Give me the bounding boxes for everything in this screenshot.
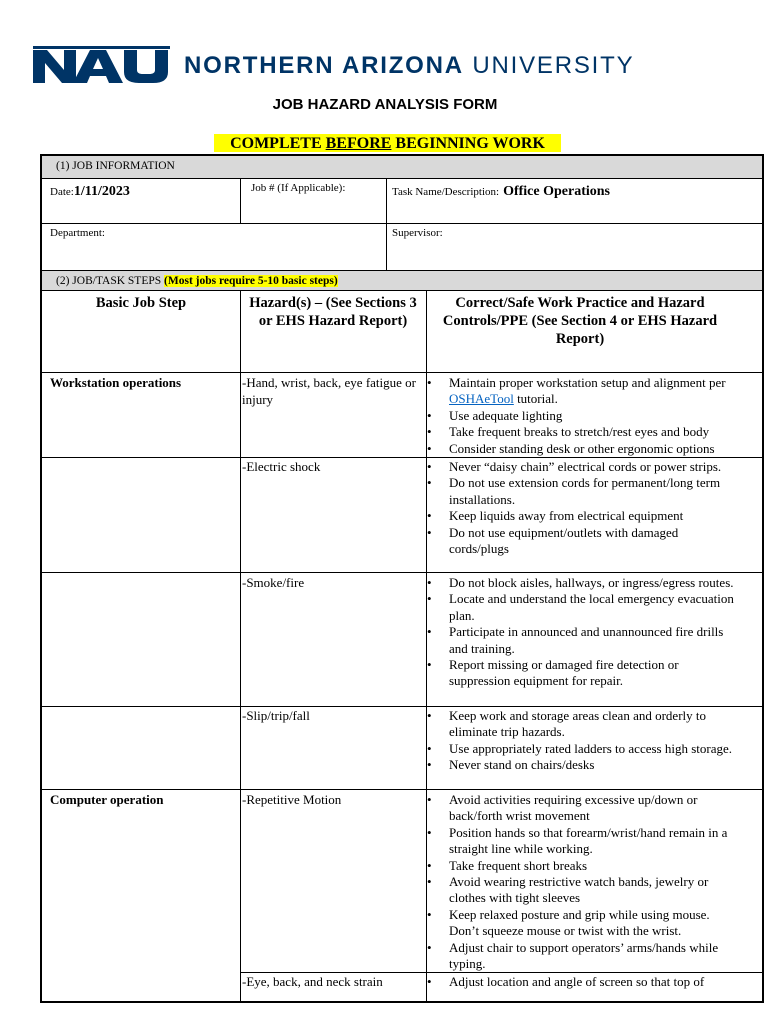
steps-note: (Most jobs require 5-10 basic steps): [164, 275, 338, 287]
department-label: Department:: [50, 227, 105, 239]
controls-list: [427, 375, 735, 457]
control-item: • Take frequent short breaks: [427, 858, 735, 874]
controls-list: [427, 792, 735, 972]
date-label: Date:: [50, 186, 74, 198]
control-item: • Keep relaxed posture and grip while using mouse. Don’t squeeze mouse or twist with the wrist.: [427, 907, 735, 940]
control-item: • Consider standing desk or other ergonomic options: [427, 441, 735, 457]
control-item: • Report missing or damaged fire detection or suppression equipment for repair.: [427, 657, 735, 690]
hazard-text: -Hand, wrist, back, eye fatigue or injury: [242, 375, 416, 407]
control-item: • Use adequate lighting: [427, 408, 735, 424]
hazard-text: -Smoke/fire: [242, 575, 305, 590]
hazard-text: -Repetitive Motion: [242, 792, 342, 807]
job-number-label: Job # (If Applicable):: [251, 182, 346, 194]
oshaetool-link[interactable]: OSHAeTool: [449, 391, 514, 407]
control-item: • Maintain proper workstation setup and alignment per OSHAeTool tutorial.: [427, 375, 735, 408]
date-field[interactable]: [50, 182, 130, 200]
task-name-value: Office Operations: [503, 184, 610, 199]
job-step-computer: Computer operation: [50, 792, 164, 807]
task-name-field[interactable]: [392, 182, 610, 200]
control-item: • Adjust chair to support operators’ arms/hands while typing.: [427, 940, 735, 973]
complete-before-banner: COMPLETE BEFORE BEGINNING WORK: [214, 134, 561, 152]
control-item: • Keep liquids away from electrical equipment: [427, 508, 735, 524]
controls-list: [427, 974, 735, 990]
control-item: • Adjust location and angle of screen so that top of: [427, 974, 735, 990]
hazard-text: -Slip/trip/fall: [242, 708, 310, 723]
control-item: • Locate and understand the local emergency evacuation plan.: [427, 591, 735, 624]
control-item: • Avoid activities requiring excessive up/down or back/forth wrist movement: [427, 792, 735, 825]
control-item: • Participate in announced and unannounced fire drills and training.: [427, 624, 735, 657]
university-name: NORTHERN ARIZONA UNIVERSITY: [184, 52, 635, 79]
control-item: • Do not use extension cords for permanent/long term installations.: [427, 475, 735, 508]
section1-title: (1) JOB INFORMATION: [56, 160, 175, 172]
nau-logo: [33, 44, 634, 84]
controls-list: [427, 575, 735, 690]
task-name-label: Task Name/Description:: [392, 186, 500, 198]
controls-list: [427, 459, 735, 557]
control-item: • Do not use equipment/outlets with damaged cords/plugs: [427, 525, 735, 558]
hazard-text: -Electric shock: [242, 459, 321, 474]
col-basic-job-step: Basic Job Step: [95, 295, 187, 311]
control-item: • Position hands so that forearm/wrist/hand remain in a straight line while working.: [427, 825, 735, 858]
nau-logo-mark: [33, 46, 170, 83]
control-item: • Do not block aisles, hallways, or ingress/egress routes.: [427, 575, 735, 591]
controls-list: [427, 708, 735, 774]
control-item: • Avoid wearing restrictive watch bands, jewelry or clothes with tight sleeves: [427, 874, 735, 907]
control-item: • Never stand on chairs/desks: [427, 757, 735, 773]
job-step-workstation: Workstation operations: [50, 375, 182, 390]
hazard-text: -Eye, back, and neck strain: [242, 974, 383, 989]
form-title: JOB HAZARD ANALYSIS FORM: [272, 96, 498, 113]
control-item: • Take frequent breaks to stretch/rest eyes and body: [427, 424, 735, 440]
col-hazards: Hazard(s) – (See Sections 3 or EHS Hazard Report): [249, 295, 417, 329]
control-item: • Keep work and storage areas clean and orderly to eliminate trip hazards.: [427, 708, 735, 741]
supervisor-label: Supervisor:: [392, 227, 443, 239]
control-item: • Use appropriately rated ladders to access high storage.: [427, 741, 735, 757]
section2-title: (2) JOB/TASK STEPS (Most jobs require 5-10 basic steps): [56, 275, 338, 287]
date-value: 1/11/2023: [73, 184, 130, 199]
col-controls: Correct/Safe Work Practice and Hazard Controls/PPE (See Section 4 or EHS Hazard Report): [442, 295, 718, 347]
control-item: • Never “daisy chain” electrical cords or power strips.: [427, 459, 735, 475]
